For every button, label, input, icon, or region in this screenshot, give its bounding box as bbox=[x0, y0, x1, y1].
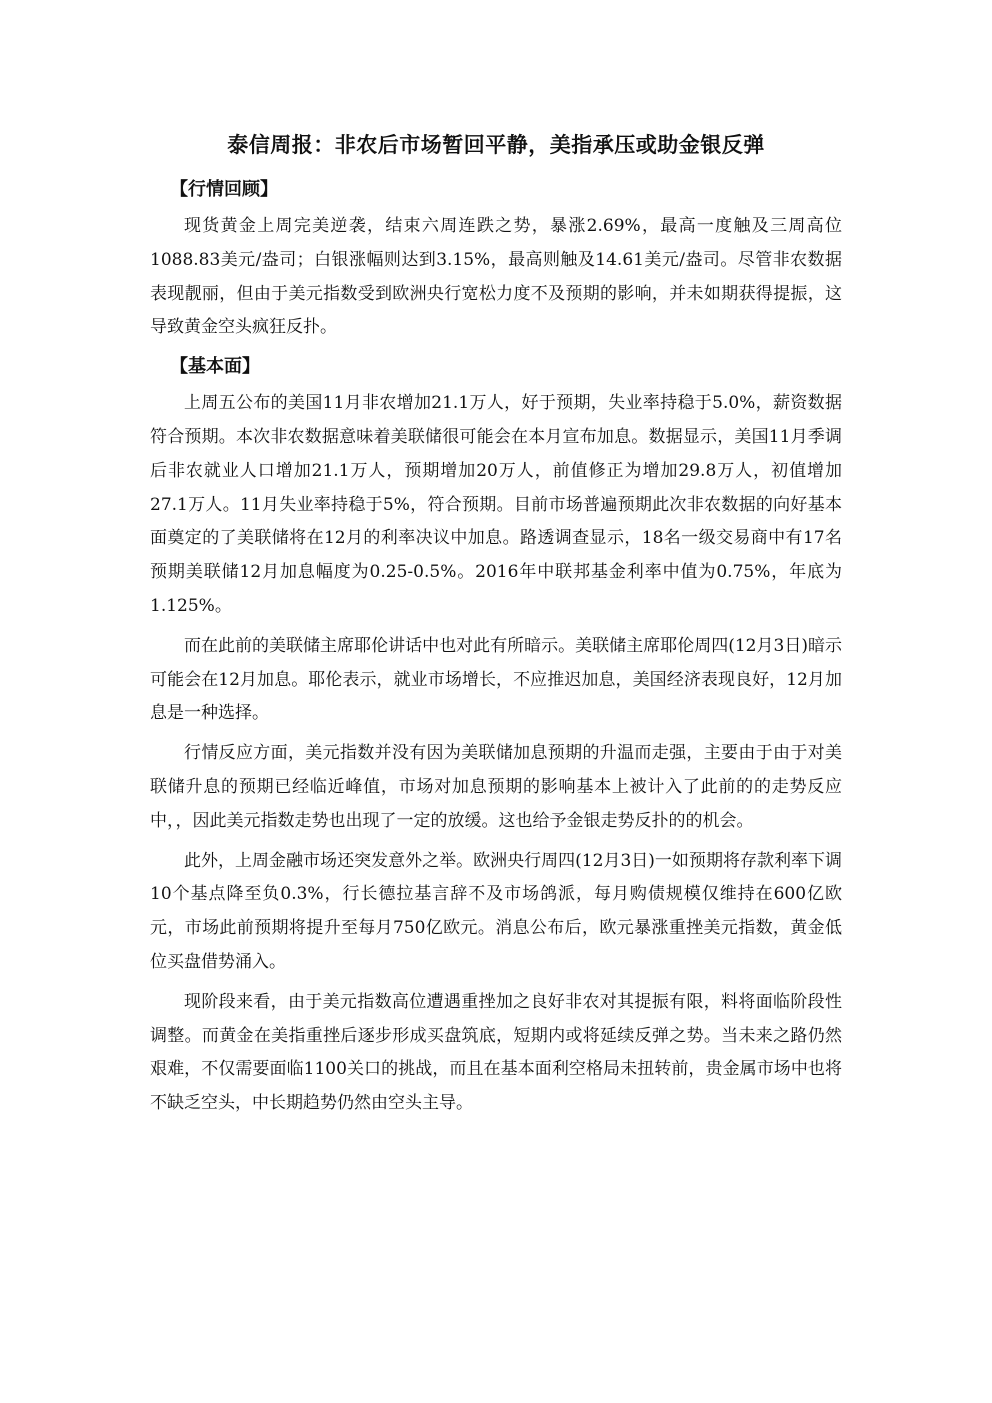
document-title: 泰信周报：非农后市场暂回平静，美指承压或助金银反弹 bbox=[227, 132, 765, 157]
section-fundamentals bbox=[150, 351, 842, 1121]
paragraph: 现阶段来看，由于美元指数高位遭遇重挫加之良好非农对其提振有限，料将面临阶段性调整。而黄金在美指重挫后逐步形成买盘筑底，短期内或将延续反弹之势。当未来之路仍然艰难，不仅需要面临1100关口的挑战，而且在基本面利空格局未扭转前，贵金属市场中也将不缺乏空头，中长期趋势仍然由空头主导。 bbox=[150, 991, 842, 1114]
section-market-review bbox=[150, 174, 842, 345]
paragraph: 此外，上周金融市场还突发意外之举。欧洲央行周四(12月3日)一如预期将存款利率下调10个基点降至负0.3%，行长德拉基言辞不及市场鸽派，每月购债规模仅维持在600亿欧元，市场此前预期将提升至每月750亿欧元。消息公布后，欧元暴涨重挫美元指数，黄金低位买盘借势涌入。 bbox=[150, 850, 842, 972]
paragraph: 行情反应方面，美元指数并没有因为美联储加息预期的升温而走强，主要由于由于对美联储升息的预期已经临近峰值，市场对加息预期的影响基本上被计入了此前的的走势反应中，，因此美元指数走势也出现了一定的放缓。这也给予金银走势反扑的的机会。 bbox=[150, 743, 842, 831]
section-heading: 【基本面】 bbox=[170, 356, 260, 378]
paragraph: 现货黄金上周完美逆袭，结束六周连跌之势，暴涨2.69%，最高一度触及三周高位1088.83美元/盎司；白银涨幅则达到3.15%，最高则触及14.61美元/盎司。尽管非农数据表现靓丽，但由于美元指数受到欧洲央行宽松力度不及预期的影响，并未如期获得提振，这导致黄金空头疯狂反扑。 bbox=[150, 216, 842, 338]
paragraph: 而在此前的美联储主席耶伦讲话中也对此有所暗示。美联储主席耶伦周四(12月3日)暗示可能会在12月加息。耶伦表示，就业市场增长，不应推迟加息，美国经济表现良好，12月加息是一种选择。 bbox=[150, 635, 842, 724]
section-heading: 【行情回顾】 bbox=[170, 179, 278, 200]
paragraph: 上周五公布的美国11月非农增加21.1万人，好于预期，失业率持稳于5.0%，薪资数据符合预期。本次非农数据意味着美联储很可能会在本月宣布加息。数据显示，美国11月季调后非农就业人口增加21.1万人，预期增加20万人，前值修正为增加29.8万人，初值增加27.1万人。11月失业率持稳于5%，符合预期。目前市场普遍预期此次非农数据的向好基本面奠定的了美联储将在12月的利率决议中加息。路透调查显示，18名一级交易商中有17名预期美联储12月加息幅度为0.25-0.5%。2016年中联邦基金利率中值为0.75%，年底为1.125%。 bbox=[150, 393, 842, 616]
